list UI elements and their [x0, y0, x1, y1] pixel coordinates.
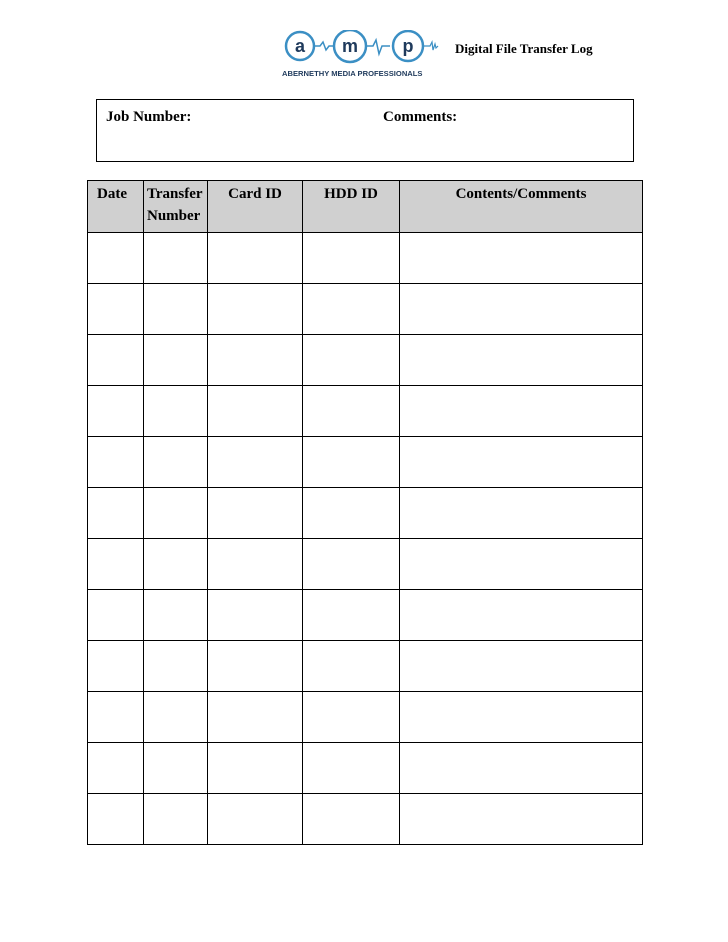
card-id-cell [208, 743, 303, 794]
card-id-cell [208, 335, 303, 386]
contents-comments-cell [400, 284, 643, 335]
card-id-cell [208, 539, 303, 590]
table-row [88, 284, 643, 335]
card-id-cell [208, 794, 303, 845]
column-header-date: Date [88, 181, 144, 233]
transfer-number-cell [144, 233, 208, 284]
logo-subtitle: ABERNETHY MEDIA PROFESSIONALS [282, 69, 423, 78]
contents-comments-cell [400, 692, 643, 743]
logo-waveform-2 [367, 40, 390, 54]
card-id-cell [208, 233, 303, 284]
contents-comments-cell [400, 794, 643, 845]
hdd-id-cell [303, 539, 400, 590]
card-id-cell [208, 386, 303, 437]
logo-letter-m: m [341, 36, 359, 56]
table-row [88, 641, 643, 692]
logo-waveform-tail [424, 42, 438, 50]
logo-letter-p: p [402, 36, 414, 56]
card-id-cell [208, 692, 303, 743]
card-id-cell [208, 488, 303, 539]
transfer-number-cell [144, 488, 208, 539]
hdd-id-cell [303, 590, 400, 641]
contents-comments-cell [400, 641, 643, 692]
date-cell [88, 692, 144, 743]
card-id-cell [208, 284, 303, 335]
logo-waveform [313, 42, 333, 50]
date-cell [88, 284, 144, 335]
table-header-row [88, 181, 643, 233]
table-row [88, 386, 643, 437]
job-number-label: Job Number: [106, 109, 192, 125]
job-info-box [96, 99, 634, 162]
hdd-id-cell [303, 641, 400, 692]
table-row [88, 335, 643, 386]
table-row [88, 794, 643, 845]
transfer-number-cell [144, 539, 208, 590]
column-header-hdd-id: HDD ID [303, 181, 400, 233]
document-title: Digital File Transfer Log [455, 41, 593, 56]
hdd-id-cell [303, 692, 400, 743]
transfer-number-cell [144, 692, 208, 743]
contents-comments-cell [400, 590, 643, 641]
date-cell [88, 641, 144, 692]
contents-comments-cell [400, 539, 643, 590]
hdd-id-cell [303, 488, 400, 539]
card-id-cell [208, 437, 303, 488]
column-header-contents-comments: Contents/Comments [400, 181, 643, 233]
transfer-number-cell [144, 743, 208, 794]
hdd-id-cell [303, 335, 400, 386]
transfer-number-cell [144, 590, 208, 641]
table-row [88, 539, 643, 590]
logo-letter-a: a [294, 36, 306, 56]
table-row [88, 233, 643, 284]
amp-logo [280, 30, 450, 82]
transfer-number-cell [144, 284, 208, 335]
hdd-id-cell [303, 284, 400, 335]
contents-comments-cell [400, 743, 643, 794]
table-body [88, 233, 643, 845]
transfer-log-table [87, 180, 643, 845]
hdd-id-cell [303, 386, 400, 437]
hdd-id-cell [303, 437, 400, 488]
transfer-number-cell [144, 437, 208, 488]
hdd-id-cell [303, 233, 400, 284]
hdd-id-cell [303, 794, 400, 845]
contents-comments-cell [400, 437, 643, 488]
date-cell [88, 488, 144, 539]
contents-comments-cell [400, 386, 643, 437]
table-row [88, 437, 643, 488]
card-id-cell [208, 590, 303, 641]
date-cell [88, 590, 144, 641]
date-cell [88, 539, 144, 590]
table-row [88, 743, 643, 794]
date-cell [88, 386, 144, 437]
column-header-transfer-number: Transfer Number [144, 181, 208, 233]
date-cell [88, 743, 144, 794]
transfer-number-cell [144, 641, 208, 692]
contents-comments-cell [400, 233, 643, 284]
date-cell [88, 437, 144, 488]
table-row [88, 488, 643, 539]
card-id-cell [208, 641, 303, 692]
contents-comments-cell [400, 488, 643, 539]
date-cell [88, 794, 144, 845]
comments-label: Comments: [383, 109, 458, 125]
transfer-number-cell [144, 335, 208, 386]
table-row [88, 590, 643, 641]
date-cell [88, 233, 144, 284]
column-header-card-id: Card ID [208, 181, 303, 233]
contents-comments-cell [400, 335, 643, 386]
hdd-id-cell [303, 743, 400, 794]
transfer-number-cell [144, 794, 208, 845]
date-cell [88, 335, 144, 386]
table-row [88, 692, 643, 743]
transfer-number-cell [144, 386, 208, 437]
